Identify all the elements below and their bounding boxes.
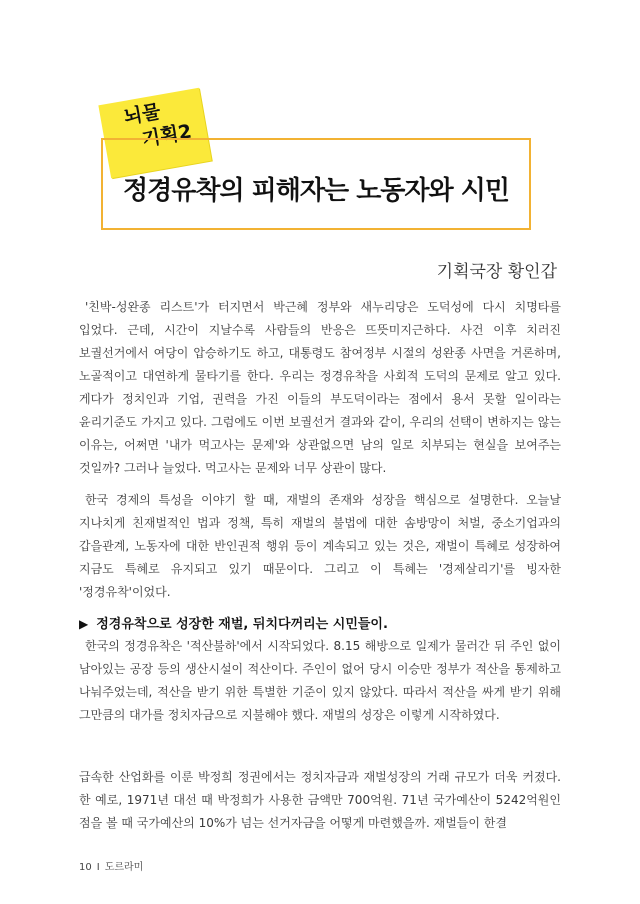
series-label-line1: 뇌물 (122, 100, 163, 129)
series-label-line2: 기획2 (140, 120, 194, 151)
body-paragraph-3: 한국의 정경유착은 '적산불하'에서 시작되었다. 8.15 해방으로 일제가 물러간 뒤 주인 없이 남아있는 공장 등의 생산시설이 적산이다. 주인이 없어 당시 이승만 정부가 적산을 통제하고 나눠주었는데, 적산을 받기 위한 특별한 기준이 있지 않았다. 따라서 적산을 싸게 받기 위해 그만큼의 대가를 정치자금으로 지불해야 했다. 재벌의 성장은 이렇게 시작하였다. (79, 639, 561, 722)
article-title: 정경유착의 피해자는 노동자와 시민 (123, 176, 509, 206)
publication-name: 도르라미 (104, 862, 144, 873)
body-paragraph-1: '친박-성완종 리스트'가 터지면서 박근혜 정부와 새누리당은 도덕성에 다시 치명타를 입었다. 근데, 시간이 지날수록 사람들의 반응은 뜨뜻미지근하다. 사건 이후 치러진 보궐선거에서 여당이 압승하기도 하고, 대통령도 참여정부 시절의 성완종 사면을 거론하며, 노골적이고 대연하게 물타기를 한다. 우리는 정경유착을 사회적 도덕의 문제로 알고 있다. 게다가 정치인과 기업, 권력을 가진 이들의 부도덕이라는 점에서 용서 못할 일이라는 윤리기준도 가지고 있다. 그럼에도 이번 보궐선거 결과와 같이, 우리의 선택이 변하지는 않는 이유는, 어쩌면 '내가 먹고사는 문제'와 상관없으면 남의 일로 치부되는 현실을 보여주는 것일까? 그러나 늘었다. 먹고사는 문제와 너무 상관이 많다. (79, 300, 561, 475)
section-subheading-text: 정경유착으로 성장한 재벌, 뒤치다꺼리는 시민들이. (96, 617, 388, 632)
body-paragraph-2: 한국 경제의 특성을 이야기 할 때, 재벌의 존재와 성장을 핵심으로 설명한다. 오늘날 지나치게 친재벌적인 법과 정책, 특히 재벌의 불법에 대한 솜방망이 처벌, 중소기업과의 갑을관계, 노동자에 대한 반인권적 행위 등이 계속되고 있는 것은, 재벌이 특혜로 성장하여 지금도 특혜로 유지되고 있기 때문이다. 그리고 이 특혜는 '경제살리기'를 빙자한 '정경유착'이었다. (79, 493, 561, 599)
triangle-bullet-icon: ▶ (79, 617, 89, 631)
body-paragraph-4: 급속한 산업화를 이룬 박정희 정권에서는 정치자금과 재벌성장의 거래 규모가 더욱 커졌다. 한 예로, 1971년 대선 때 박정희가 사용한 금액만 700억원. 71년 국가예산이 5242억원인 점을 볼 때 국가예산의 10%가 넘는 선거자금을 어떻게 마련했을까. 재벌들이 한결 (79, 770, 561, 830)
author-byline: 기획국장 황인갑 (436, 262, 557, 282)
section-subheading (79, 613, 388, 632)
page-footer (79, 858, 143, 873)
page-number: 10 (79, 862, 92, 873)
footer-separator: I (96, 862, 100, 873)
